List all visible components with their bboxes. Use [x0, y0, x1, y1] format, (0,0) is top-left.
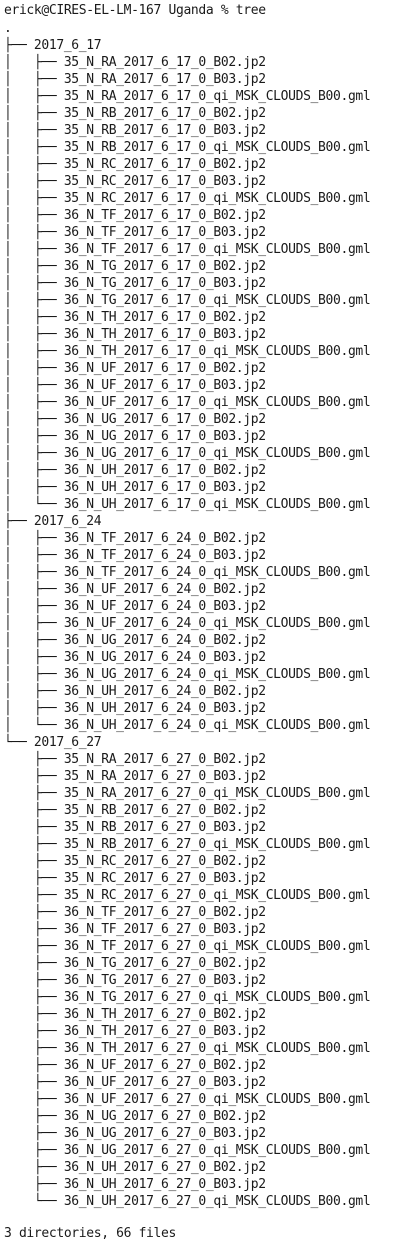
- tree-file: [4, 122, 266, 139]
- tree-file: [4, 751, 266, 768]
- file-name: 35_N_RB_2017_6_27_0_B03.jp2: [63, 820, 266, 835]
- tree-branch-glyph: │ ├──: [4, 293, 64, 308]
- tree-directory: [4, 513, 101, 530]
- tree-branch-glyph: ├──: [4, 1126, 64, 1141]
- file-name: 35_N_RC_2017_6_17_0_B02.jp2: [63, 157, 266, 172]
- tree-branch-glyph: ├──: [4, 1160, 64, 1175]
- tree-branch-glyph: │ ├──: [4, 327, 64, 342]
- tree-branch-glyph: │ ├──: [4, 633, 64, 648]
- tree-branch-glyph: │ ├──: [4, 191, 64, 206]
- tree-file: [4, 139, 370, 156]
- file-name: 35_N_RA_2017_6_17_0_B03.jp2: [63, 72, 266, 87]
- tree-branch-glyph: │ ├──: [4, 582, 64, 597]
- tree-file: [4, 1142, 370, 1159]
- tree-file: [4, 547, 266, 564]
- file-name: 36_N_TG_2017_6_17_0_B03.jp2: [63, 276, 266, 291]
- file-name: 36_N_UG_2017_6_24_0_B02.jp2: [63, 633, 266, 648]
- tree-branch-glyph: ├──: [4, 871, 64, 886]
- tree-branch-glyph: ├──: [4, 905, 64, 920]
- tree-file: [4, 666, 370, 683]
- tree-branch-glyph: │ ├──: [4, 276, 64, 291]
- tree-file: [4, 683, 266, 700]
- tree-branch-glyph: ├──: [4, 1177, 64, 1192]
- tree-file: [4, 938, 370, 955]
- file-name: 36_N_UH_2017_6_17_0_qi_MSK_CLOUDS_B00.gml: [63, 497, 371, 512]
- file-name: 35_N_RC_2017_6_27_0_B02.jp2: [63, 854, 266, 869]
- file-name: 35_N_RC_2017_6_17_0_qi_MSK_CLOUDS_B00.gml: [63, 191, 371, 206]
- tree-file: [4, 1159, 266, 1176]
- tree-file: [4, 853, 266, 870]
- tree-file: [4, 71, 266, 88]
- file-name: 35_N_RA_2017_6_17_0_qi_MSK_CLOUDS_B00.gml: [63, 89, 371, 104]
- file-name: 36_N_UG_2017_6_27_0_B02.jp2: [63, 1109, 266, 1124]
- tree-file: [4, 802, 266, 819]
- file-name: 36_N_TH_2017_6_17_0_qi_MSK_CLOUDS_B00.gml: [63, 344, 371, 359]
- file-name: 36_N_TF_2017_6_24_0_B02.jp2: [63, 531, 266, 546]
- tree-branch-glyph: │ ├──: [4, 259, 64, 274]
- file-name: 36_N_TG_2017_6_27_0_B03.jp2: [63, 973, 266, 988]
- tree-file: [4, 309, 266, 326]
- file-name: 36_N_UF_2017_6_24_0_B03.jp2: [63, 599, 266, 614]
- file-name: 36_N_TG_2017_6_27_0_qi_MSK_CLOUDS_B00.gml: [63, 990, 371, 1005]
- tree-file: [4, 88, 370, 105]
- tree-file: [4, 377, 266, 394]
- file-name: 36_N_UF_2017_6_17_0_B02.jp2: [63, 361, 266, 376]
- file-name: 36_N_UH_2017_6_17_0_B02.jp2: [63, 463, 266, 478]
- tree-branch-glyph: │ ├──: [4, 89, 64, 104]
- tree-file: [4, 360, 266, 377]
- tree-branch-glyph: ├──: [4, 514, 34, 529]
- tree-branch-glyph: │ ├──: [4, 480, 64, 495]
- file-name: 36_N_TH_2017_6_17_0_B02.jp2: [63, 310, 266, 325]
- tree-branch-glyph: │ └──: [4, 718, 64, 733]
- tree-branch-glyph: ├──: [4, 990, 64, 1005]
- directory-name: 2017_6_27: [33, 735, 102, 750]
- tree-branch-glyph: │ ├──: [4, 395, 64, 410]
- file-name: 36_N_UG_2017_6_27_0_qi_MSK_CLOUDS_B00.gml: [63, 1143, 371, 1158]
- file-name: 36_N_TF_2017_6_24_0_qi_MSK_CLOUDS_B00.gml: [63, 565, 371, 580]
- tree-file: [4, 54, 266, 71]
- tree-branch-glyph: │ ├──: [4, 310, 64, 325]
- tree-file: [4, 275, 266, 292]
- tree-file: [4, 564, 370, 581]
- tree-file: [4, 921, 266, 938]
- tree-branch-glyph: │ ├──: [4, 531, 64, 546]
- tree-branch-glyph: │ ├──: [4, 174, 64, 189]
- tree-file: [4, 785, 370, 802]
- file-name: 36_N_TF_2017_6_27_0_qi_MSK_CLOUDS_B00.gml: [63, 939, 371, 954]
- file-name: 36_N_UH_2017_6_27_0_qi_MSK_CLOUDS_B00.gml: [63, 1194, 371, 1209]
- tree-branch-glyph: │ ├──: [4, 208, 64, 223]
- file-name: 36_N_UH_2017_6_24_0_B02.jp2: [63, 684, 266, 699]
- tree-file: [4, 411, 266, 428]
- tree-branch-glyph: │ ├──: [4, 446, 64, 461]
- tree-branch-glyph: │ ├──: [4, 565, 64, 580]
- file-name: 36_N_TF_2017_6_17_0_B03.jp2: [63, 225, 266, 240]
- tree-branch-glyph: │ ├──: [4, 701, 64, 716]
- file-name: 35_N_RA_2017_6_27_0_B03.jp2: [63, 769, 266, 784]
- tree-file: [4, 989, 370, 1006]
- tree-file: [4, 819, 266, 836]
- tree-directory: [4, 37, 101, 54]
- file-name: 36_N_TF_2017_6_17_0_B02.jp2: [63, 208, 266, 223]
- tree-branch-glyph: │ ├──: [4, 684, 64, 699]
- tree-file: [4, 700, 266, 717]
- file-name: 35_N_RC_2017_6_27_0_B03.jp2: [63, 871, 266, 886]
- file-name: 36_N_UH_2017_6_24_0_qi_MSK_CLOUDS_B00.gml: [63, 718, 371, 733]
- tree-file: [4, 258, 266, 275]
- file-name: 36_N_TH_2017_6_27_0_B02.jp2: [63, 1007, 266, 1022]
- file-name: 36_N_UF_2017_6_27_0_B02.jp2: [63, 1058, 266, 1073]
- tree-branch-glyph: │ ├──: [4, 616, 64, 631]
- tree-file: [4, 904, 266, 921]
- tree-branch-glyph: ├──: [4, 939, 64, 954]
- tree-branch-glyph: │ ├──: [4, 55, 64, 70]
- tree-branch-glyph: └──: [4, 735, 34, 750]
- tree-branch-glyph: │ ├──: [4, 429, 64, 444]
- tree-file: [4, 1193, 370, 1210]
- tree-branch-glyph: └──: [4, 1194, 64, 1209]
- file-name: 36_N_TF_2017_6_24_0_B03.jp2: [63, 548, 266, 563]
- tree-branch-glyph: ├──: [4, 1024, 64, 1039]
- tree-branch-glyph: ├──: [4, 1143, 64, 1158]
- file-name: 36_N_UH_2017_6_27_0_B02.jp2: [63, 1160, 266, 1175]
- tree-branch-glyph: ├──: [4, 973, 64, 988]
- tree-file: [4, 1023, 266, 1040]
- tree-branch-glyph: │ ├──: [4, 72, 64, 87]
- tree-file: [4, 445, 370, 462]
- tree-branch-glyph: │ ├──: [4, 599, 64, 614]
- tree-branch-glyph: ├──: [4, 1007, 64, 1022]
- tree-file: [4, 241, 370, 258]
- file-name: 36_N_UG_2017_6_17_0_qi_MSK_CLOUDS_B00.gml: [63, 446, 371, 461]
- tree-file: [4, 105, 266, 122]
- file-name: 36_N_TF_2017_6_27_0_B03.jp2: [63, 922, 266, 937]
- tree-branch-glyph: │ ├──: [4, 412, 64, 427]
- tree-branch-glyph: │ ├──: [4, 667, 64, 682]
- tree-branch-glyph: │ ├──: [4, 157, 64, 172]
- file-name: 35_N_RC_2017_6_17_0_B03.jp2: [63, 174, 266, 189]
- tree-branch-glyph: ├──: [4, 820, 64, 835]
- tree-file: [4, 462, 266, 479]
- file-name: 36_N_TG_2017_6_17_0_qi_MSK_CLOUDS_B00.gml: [63, 293, 371, 308]
- tree-branch-glyph: ├──: [4, 854, 64, 869]
- tree-file: [4, 1006, 266, 1023]
- tree-branch-glyph: │ ├──: [4, 463, 64, 478]
- tree-branch-glyph: │ ├──: [4, 106, 64, 121]
- tree-branch-glyph: ├──: [4, 786, 64, 801]
- tree-branch-glyph: │ └──: [4, 497, 64, 512]
- tree-file: [4, 496, 370, 513]
- file-name: 36_N_UG_2017_6_24_0_B03.jp2: [63, 650, 266, 665]
- tree-summary: 3 directories, 66 files: [4, 1226, 176, 1241]
- tree-branch-glyph: │ ├──: [4, 242, 64, 257]
- file-name: 35_N_RA_2017_6_27_0_B02.jp2: [63, 752, 266, 767]
- file-name: 35_N_RC_2017_6_27_0_qi_MSK_CLOUDS_B00.gml: [63, 888, 371, 903]
- tree-file: [4, 343, 370, 360]
- tree-file: [4, 207, 266, 224]
- tree-file: [4, 190, 370, 207]
- tree-file: [4, 428, 266, 445]
- file-name: 35_N_RB_2017_6_27_0_qi_MSK_CLOUDS_B00.gml: [63, 837, 371, 852]
- tree-branch-glyph: │ ├──: [4, 361, 64, 376]
- tree-branch-glyph: ├──: [4, 1075, 64, 1090]
- tree-branch-glyph: ├──: [4, 837, 64, 852]
- tree-branch-glyph: │ ├──: [4, 650, 64, 665]
- tree-branch-glyph: ├──: [4, 38, 34, 53]
- file-name: 36_N_TH_2017_6_17_0_B03.jp2: [63, 327, 266, 342]
- tree-file: [4, 1040, 370, 1057]
- tree-file: [4, 887, 370, 904]
- file-name: 36_N_UF_2017_6_27_0_qi_MSK_CLOUDS_B00.gml: [63, 1092, 371, 1107]
- file-name: 36_N_TF_2017_6_17_0_qi_MSK_CLOUDS_B00.gml: [63, 242, 371, 257]
- tree-file: [4, 955, 266, 972]
- tree-file: [4, 717, 370, 734]
- command-prompt: erick@CIRES-EL-LM-167 Uganda % tree: [4, 3, 266, 18]
- tree-branch-glyph: ├──: [4, 769, 64, 784]
- file-name: 36_N_UG_2017_6_27_0_B03.jp2: [63, 1126, 266, 1141]
- tree-file: [4, 649, 266, 666]
- file-name: 36_N_UH_2017_6_27_0_B03.jp2: [63, 1177, 266, 1192]
- file-name: 36_N_UF_2017_6_27_0_B03.jp2: [63, 1075, 266, 1090]
- tree-file: [4, 292, 370, 309]
- tree-branch-glyph: ├──: [4, 1041, 64, 1056]
- file-name: 36_N_UF_2017_6_24_0_B02.jp2: [63, 582, 266, 597]
- tree-directory: [4, 734, 101, 751]
- file-name: 35_N_RA_2017_6_17_0_B02.jp2: [63, 55, 266, 70]
- tree-file: [4, 581, 266, 598]
- tree-file: [4, 224, 266, 241]
- tree-file: [4, 768, 266, 785]
- directory-name: 2017_6_17: [33, 38, 102, 53]
- tree-file: [4, 479, 266, 496]
- tree-branch-glyph: │ ├──: [4, 344, 64, 359]
- directory-name: 2017_6_24: [33, 514, 102, 529]
- file-name: 36_N_TH_2017_6_27_0_B03.jp2: [63, 1024, 266, 1039]
- file-name: 36_N_TG_2017_6_27_0_B02.jp2: [63, 956, 266, 971]
- tree-branch-glyph: ├──: [4, 803, 64, 818]
- tree-branch-glyph: │ ├──: [4, 140, 64, 155]
- tree-file: [4, 598, 266, 615]
- file-name: 35_N_RB_2017_6_27_0_B02.jp2: [63, 803, 266, 818]
- file-name: 36_N_TG_2017_6_17_0_B02.jp2: [63, 259, 266, 274]
- tree-file: [4, 632, 266, 649]
- tree-file: [4, 615, 370, 632]
- tree-file: [4, 394, 370, 411]
- file-name: 36_N_UG_2017_6_17_0_B03.jp2: [63, 429, 266, 444]
- tree-branch-glyph: ├──: [4, 1058, 64, 1073]
- tree-file: [4, 1091, 370, 1108]
- file-name: 35_N_RB_2017_6_17_0_qi_MSK_CLOUDS_B00.gml: [63, 140, 371, 155]
- tree-branch-glyph: │ ├──: [4, 225, 64, 240]
- tree-file: [4, 1057, 266, 1074]
- tree-branch-glyph: ├──: [4, 888, 64, 903]
- file-name: 36_N_UG_2017_6_24_0_qi_MSK_CLOUDS_B00.gml: [63, 667, 371, 682]
- tree-file: [4, 1125, 266, 1142]
- tree-file: [4, 530, 266, 547]
- file-name: 35_N_RB_2017_6_17_0_B03.jp2: [63, 123, 266, 138]
- tree-file: [4, 836, 370, 853]
- file-name: 36_N_UG_2017_6_17_0_B02.jp2: [63, 412, 266, 427]
- tree-branch-glyph: │ ├──: [4, 378, 64, 393]
- tree-file: [4, 1176, 266, 1193]
- tree-branch-glyph: ├──: [4, 1092, 64, 1107]
- file-name: 35_N_RB_2017_6_17_0_B02.jp2: [63, 106, 266, 121]
- tree-file: [4, 1074, 266, 1091]
- tree-branch-glyph: ├──: [4, 956, 64, 971]
- tree-file: [4, 156, 266, 173]
- tree-file: [4, 972, 266, 989]
- tree-file: [4, 870, 266, 887]
- tree-branch-glyph: ├──: [4, 922, 64, 937]
- tree-root: .: [4, 21, 12, 36]
- file-name: 36_N_UH_2017_6_24_0_B03.jp2: [63, 701, 266, 716]
- tree-branch-glyph: ├──: [4, 1109, 64, 1124]
- file-name: 36_N_UH_2017_6_17_0_B03.jp2: [63, 480, 266, 495]
- tree-file: [4, 1108, 266, 1125]
- file-name: 36_N_TH_2017_6_27_0_qi_MSK_CLOUDS_B00.gml: [63, 1041, 371, 1056]
- file-name: 36_N_UF_2017_6_17_0_qi_MSK_CLOUDS_B00.gml: [63, 395, 371, 410]
- file-name: 36_N_UF_2017_6_24_0_qi_MSK_CLOUDS_B00.gml: [63, 616, 371, 631]
- file-name: 36_N_TF_2017_6_27_0_B02.jp2: [63, 905, 266, 920]
- tree-branch-glyph: │ ├──: [4, 123, 64, 138]
- file-name: 35_N_RA_2017_6_27_0_qi_MSK_CLOUDS_B00.gml: [63, 786, 371, 801]
- file-name: 36_N_UF_2017_6_17_0_B03.jp2: [63, 378, 266, 393]
- tree-branch-glyph: ├──: [4, 752, 64, 767]
- tree-file: [4, 173, 266, 190]
- tree-branch-glyph: │ ├──: [4, 548, 64, 563]
- tree-file: [4, 326, 266, 343]
